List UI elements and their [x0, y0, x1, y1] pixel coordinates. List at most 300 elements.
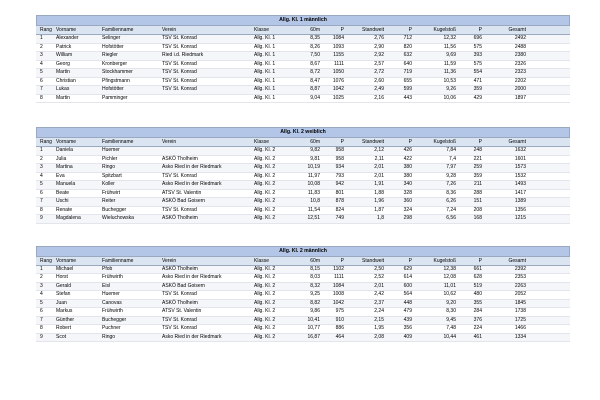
column-header: Standweit: [362, 27, 384, 33]
table-cell: Renate: [56, 206, 73, 213]
table-cell: 958: [335, 155, 344, 162]
table-cell: Christian: [56, 77, 76, 84]
table-cell: Huemer: [102, 147, 120, 153]
table-cell: 8: [40, 325, 43, 331]
table-cell: Lukas: [56, 86, 70, 92]
table-cell: 1,87: [374, 206, 384, 213]
table-cell: 7: [40, 316, 43, 323]
table-cell: 1,95: [374, 325, 384, 331]
table-cell: 1725: [514, 316, 526, 323]
table-cell: 9: [40, 333, 43, 340]
table-cell: TSV St. Konrad: [162, 172, 197, 179]
table-cell: Kronberger: [102, 60, 128, 67]
table-cell: 6,26: [446, 198, 456, 204]
table-row: [36, 190, 570, 199]
table-row: [36, 61, 570, 70]
table-cell: 1632: [514, 147, 526, 153]
table-cell: 1897: [514, 94, 526, 101]
table-cell: 5: [40, 299, 43, 306]
table-cell: Eisl: [102, 282, 111, 289]
table-cell: 7,97: [446, 164, 456, 170]
table-cell: Allg. Kl. 1: [254, 94, 276, 101]
column-header: Familienname: [102, 139, 134, 145]
table-cell: 1042: [332, 86, 344, 92]
table-cell: Juan: [56, 299, 67, 306]
table-cell: 1: [40, 147, 43, 153]
table-cell: Allg. Kl. 2: [254, 147, 276, 153]
table-cell: 448: [403, 299, 412, 306]
table-cell: 471: [473, 77, 482, 84]
table-cell: ASKÖ Bad Goisern: [162, 198, 206, 204]
table-cell: 359: [473, 172, 482, 179]
table-cell: 2,15: [374, 316, 384, 323]
table-cell: Allg. Kl. 1: [254, 43, 276, 50]
table-cell: Buchegger: [102, 206, 127, 213]
table-cell: 1601: [514, 155, 526, 162]
table-cell: Canovas: [102, 299, 122, 306]
results-section: [36, 246, 570, 343]
table-cell: 461: [473, 333, 482, 340]
column-header: Kugelstoß: [433, 27, 456, 33]
column-header: Gesamt: [508, 257, 526, 264]
table-cell: Allg. Kl. 2: [254, 206, 276, 213]
table-cell: 1493: [514, 181, 526, 187]
table-cell: Ried i.d. Riedmark: [162, 52, 204, 58]
table-row: [36, 291, 570, 300]
table-cell: 2,16: [374, 94, 384, 101]
table-cell: 409: [403, 333, 412, 340]
table-cell: 2,12: [374, 147, 384, 153]
table-cell: 11,01: [443, 282, 456, 289]
table-cell: 575: [473, 43, 482, 50]
table-cell: Selinger: [102, 35, 121, 41]
table-cell: 1,8: [377, 215, 384, 221]
table-cell: Manuela: [56, 181, 76, 187]
table-cell: 975: [335, 308, 344, 314]
table-cell: 1111: [333, 60, 344, 67]
section-title: Allg. Kl. 2 männlich: [36, 246, 570, 257]
table-cell: Alexander: [56, 35, 79, 41]
table-cell: TSV St. Konrad: [162, 60, 197, 67]
table-cell: 2,90: [374, 43, 384, 50]
table-cell: 151: [473, 198, 482, 204]
column-header: P: [408, 27, 412, 33]
table-cell: 7: [40, 198, 43, 204]
table-cell: 1845: [514, 299, 526, 306]
table-cell: 1008: [332, 291, 344, 297]
table-cell: 9,26: [446, 86, 456, 92]
header-row: [36, 138, 570, 147]
table-cell: 6: [40, 308, 43, 314]
table-row: [36, 95, 570, 104]
table-cell: 356: [403, 325, 412, 331]
column-header: Familienname: [102, 257, 134, 264]
table-cell: TSV St. Konrad: [162, 77, 197, 84]
table-cell: 168: [473, 215, 482, 221]
column-header: P: [340, 27, 344, 33]
table-cell: 886: [335, 325, 344, 331]
table-cell: 8,72: [310, 69, 320, 75]
table-cell: 1,96: [374, 198, 384, 204]
table-cell: Allg. Kl. 2: [254, 198, 276, 204]
table-row: [36, 266, 570, 275]
table-cell: 2326: [514, 60, 526, 67]
table-cell: 2202: [514, 77, 526, 84]
table-cell: 259: [473, 164, 482, 170]
table-cell: Stockhammer: [102, 69, 133, 75]
table-cell: 2: [40, 274, 43, 280]
table-cell: TSV St. Konrad: [162, 35, 197, 41]
table-cell: 8,67: [310, 60, 320, 67]
column-header: Gesamt: [508, 27, 526, 33]
table-cell: 208: [473, 206, 482, 213]
table-cell: 2,57: [374, 60, 384, 67]
table-cell: 1093: [332, 43, 344, 50]
table-cell: 1334: [514, 333, 526, 340]
table-cell: 7,48: [446, 325, 456, 331]
column-header: 60m: [310, 139, 320, 145]
column-header: Verein: [162, 257, 177, 264]
column-header: Standweit: [362, 139, 384, 145]
table-row: [36, 198, 570, 207]
table-cell: 820: [403, 43, 412, 50]
table-cell: Allg. Kl. 2: [254, 291, 276, 297]
table-cell: 2052: [514, 291, 526, 297]
table-row: [36, 69, 570, 78]
table-cell: 2: [40, 155, 43, 162]
table-cell: 376: [473, 316, 482, 323]
table-cell: ASKÖ Tholheim: [162, 155, 198, 162]
table-cell: 8,15: [310, 265, 320, 272]
table-cell: 696: [473, 35, 482, 41]
column-header: P: [408, 257, 412, 264]
table-cell: 6: [40, 77, 43, 84]
header-row: [36, 257, 570, 266]
column-header: 60m: [310, 27, 320, 33]
column-header: Gesamt: [508, 139, 526, 145]
table-cell: 211: [474, 181, 482, 187]
table-cell: 8: [40, 94, 43, 101]
table-cell: Reiter: [102, 198, 116, 204]
table-row: [36, 207, 570, 216]
table-cell: 11,36: [443, 69, 456, 75]
table-cell: 9,81: [310, 155, 320, 162]
table-cell: Michael: [56, 265, 74, 272]
table-cell: Allg. Kl. 1: [254, 35, 276, 41]
results-section: [36, 127, 570, 224]
table-cell: 10,19: [307, 164, 320, 170]
table-cell: 629: [403, 265, 412, 272]
table-cell: 628: [473, 274, 482, 280]
table-cell: TSV St. Konrad: [162, 43, 197, 50]
table-cell: 719: [403, 69, 412, 75]
table-cell: 599: [403, 86, 412, 92]
table-cell: 749: [335, 215, 344, 221]
table-row: [36, 86, 570, 95]
table-row: [36, 317, 570, 326]
table-cell: 8,36: [446, 189, 456, 196]
table-cell: 464: [335, 333, 344, 340]
table-cell: 429: [473, 94, 482, 101]
table-cell: Asko Ried in der Riedmark: [162, 274, 222, 280]
table-row: [36, 52, 570, 61]
table-cell: 2: [40, 43, 43, 50]
table-cell: 11,56: [443, 43, 456, 50]
table-cell: 2,01: [374, 172, 384, 179]
table-row: [36, 283, 570, 292]
table-cell: Günther: [56, 316, 75, 323]
table-cell: Allg. Kl. 1: [254, 60, 276, 67]
table-cell: Pichler: [102, 155, 118, 162]
table-cell: Asko Ried in der Riedmark: [162, 164, 222, 170]
table-cell: Allg. Kl. 1: [254, 52, 276, 58]
table-cell: 284: [473, 308, 482, 314]
table-cell: Allg. Kl. 2: [254, 155, 276, 162]
table-cell: 1084: [332, 282, 344, 289]
column-header: Verein: [162, 27, 177, 33]
table-cell: 8,03: [310, 274, 320, 280]
column-header: Klasse: [254, 27, 270, 33]
table-cell: 393: [473, 52, 482, 58]
table-cell: 934: [335, 164, 344, 170]
table-cell: 480: [473, 291, 482, 297]
table-cell: 9,28: [446, 172, 456, 179]
table-cell: 11,83: [307, 189, 320, 196]
table-cell: 8,32: [310, 282, 320, 289]
table-cell: TSV St. Konrad: [162, 69, 197, 75]
table-body: [36, 147, 570, 224]
table-cell: 7: [40, 86, 43, 92]
table-cell: 5: [40, 181, 43, 187]
table-cell: 9,04: [310, 94, 320, 101]
table-cell: 9,82: [310, 147, 320, 153]
table-cell: 359: [473, 86, 482, 92]
table-cell: 7,50: [310, 52, 320, 58]
table-cell: 2,72: [374, 69, 384, 75]
table-cell: 9,20: [446, 299, 456, 306]
table-cell: 1084: [332, 35, 344, 41]
table-cell: Allg. Kl. 2: [254, 164, 276, 170]
header-row: [36, 26, 570, 35]
table-cell: 324: [403, 206, 412, 213]
table-cell: 10,53: [443, 77, 456, 84]
table-cell: 9,69: [446, 52, 456, 58]
table-cell: 1466: [514, 325, 526, 331]
table-cell: Allg. Kl. 2: [254, 215, 276, 221]
table-cell: 4: [40, 60, 43, 67]
table-cell: 564: [403, 291, 412, 297]
table-cell: Martina: [56, 164, 73, 170]
table-cell: 7,24: [446, 206, 456, 213]
table-cell: Allg. Kl. 2: [254, 181, 276, 187]
section-spacer: [36, 103, 570, 127]
table-cell: 11,54: [307, 206, 320, 213]
table-cell: 8,47: [310, 77, 320, 84]
table-cell: 2,60: [374, 77, 384, 84]
table-cell: Eva: [56, 172, 65, 179]
table-cell: 600: [403, 282, 412, 289]
table-cell: Allg. Kl. 2: [254, 333, 276, 340]
table-cell: Ringo: [102, 164, 116, 170]
table-cell: 1102: [333, 265, 344, 272]
section-title: Allg. Kl. 1 männlich: [36, 15, 570, 26]
table-cell: Allg. Kl. 2: [254, 282, 276, 289]
table-cell: 12,51: [307, 215, 320, 221]
table-row: [36, 181, 570, 190]
table-cell: Beate: [56, 189, 70, 196]
table-cell: Daniela: [56, 147, 73, 153]
table-cell: 298: [403, 215, 412, 221]
column-header: P: [340, 139, 344, 145]
section-title: Allg. Kl. 2 weiblich: [36, 127, 570, 138]
table-cell: Huemer: [102, 291, 120, 297]
table-cell: TSV St. Konrad: [162, 206, 197, 213]
table-cell: 8,82: [310, 299, 320, 306]
table-cell: 942: [335, 181, 344, 187]
column-header: Rang: [40, 257, 52, 264]
table-row: [36, 300, 570, 309]
table-row: [36, 334, 570, 343]
table-cell: 12,08: [443, 274, 456, 280]
table-row: [36, 274, 570, 283]
table-row: [36, 156, 570, 165]
table-cell: 910: [335, 316, 344, 323]
column-header: P: [478, 257, 482, 264]
table-cell: 2323: [514, 69, 526, 75]
table-cell: 958: [335, 147, 344, 153]
table-cell: Riegler: [102, 52, 118, 58]
table-body: [36, 35, 570, 103]
table-cell: ATSV St. Valentin: [162, 189, 202, 196]
table-cell: 2000: [514, 86, 526, 92]
table-cell: Frühwirt: [102, 189, 121, 196]
table-cell: 288: [473, 189, 482, 196]
table-cell: Hofstötter: [102, 43, 124, 50]
table-cell: 1389: [514, 198, 526, 204]
table-cell: 1: [40, 35, 43, 41]
column-header: Rang: [40, 139, 52, 145]
table-cell: 10,06: [443, 94, 456, 101]
table-cell: 221: [473, 155, 482, 162]
table-cell: Asko Ried in der Riedmark: [162, 333, 222, 340]
table-cell: 2,42: [374, 291, 384, 297]
table-cell: 1356: [514, 206, 526, 213]
table-cell: Spitzbart: [102, 172, 122, 179]
table-row: [36, 215, 570, 224]
table-cell: Pfob: [102, 265, 113, 272]
column-header: Vorname: [56, 257, 77, 264]
table-cell: William: [56, 52, 73, 58]
table-cell: 801: [335, 189, 344, 196]
column-header: 60m: [310, 257, 320, 264]
table-cell: 2,37: [374, 299, 384, 306]
table-cell: 380: [403, 172, 412, 179]
column-header: Verein: [162, 139, 177, 145]
table-cell: Allg. Kl. 2: [254, 308, 276, 314]
column-header: Vorname: [56, 27, 77, 33]
table-cell: Frühwirth: [102, 274, 123, 280]
table-cell: Georg: [56, 60, 70, 67]
results-sheet: [36, 15, 570, 342]
table-row: [36, 164, 570, 173]
table-cell: 426: [403, 147, 412, 153]
table-cell: Koller: [102, 181, 115, 187]
table-cell: ASKÖ Tholheim: [162, 265, 198, 272]
table-cell: Robert: [56, 325, 72, 331]
table-cell: 9,45: [446, 316, 456, 323]
table-cell: Martin: [56, 69, 70, 75]
column-header: Standweit: [362, 257, 384, 264]
table-cell: 224: [473, 325, 482, 331]
table-cell: 10,77: [307, 325, 320, 331]
table-cell: 793: [335, 172, 344, 179]
table-cell: ASKÖ Tholheim: [162, 299, 198, 306]
table-cell: 2,50: [374, 265, 384, 272]
table-cell: 2263: [514, 282, 526, 289]
table-cell: 1,88: [374, 189, 384, 196]
table-cell: Allg. Kl. 2: [254, 299, 276, 306]
table-cell: 10,62: [443, 291, 456, 297]
table-row: [36, 325, 570, 334]
table-cell: 8,26: [310, 43, 320, 50]
table-cell: Pamminger: [102, 94, 128, 101]
table-cell: 2392: [514, 265, 526, 272]
table-cell: Wieluchowska: [102, 215, 134, 221]
table-body: [36, 266, 570, 343]
table-cell: Horst: [56, 274, 68, 280]
table-row: [36, 173, 570, 182]
table-cell: Gerald: [56, 282, 72, 289]
table-cell: 2,24: [374, 308, 384, 314]
table-cell: 2,92: [374, 52, 384, 58]
table-cell: 4: [40, 172, 43, 179]
table-cell: Pfingstmann: [102, 77, 130, 84]
table-cell: Patrick: [56, 43, 72, 50]
table-cell: 3: [40, 282, 43, 289]
table-cell: 7,84: [446, 147, 456, 153]
table-row: [36, 35, 570, 44]
table-cell: 1573: [514, 164, 526, 170]
table-cell: 16,87: [307, 333, 320, 340]
table-cell: Allg. Kl. 1: [254, 86, 276, 92]
table-cell: 9,25: [310, 291, 320, 297]
table-cell: 2,01: [374, 282, 384, 289]
table-cell: 2,76: [374, 35, 384, 41]
table-cell: 1532: [514, 172, 526, 179]
table-cell: Frühwirth: [102, 308, 123, 314]
table-cell: 1417: [514, 189, 526, 196]
table-cell: TSV St. Konrad: [162, 325, 197, 331]
column-header: Vorname: [56, 139, 77, 145]
table-cell: 10,08: [307, 181, 320, 187]
table-cell: 6: [40, 189, 43, 196]
table-cell: Allg. Kl. 2: [254, 172, 276, 179]
column-header: P: [478, 27, 482, 33]
column-header: Rang: [40, 27, 52, 33]
table-cell: Allg. Kl. 2: [254, 274, 276, 280]
table-cell: 655: [403, 77, 412, 84]
table-cell: 9,86: [310, 308, 320, 314]
table-cell: Allg. Kl. 1: [254, 77, 276, 84]
table-cell: 632: [403, 52, 412, 58]
table-cell: 1050: [332, 69, 344, 75]
table-cell: 11,59: [443, 60, 456, 67]
results-section: [36, 15, 570, 103]
table-cell: 380: [403, 164, 412, 170]
table-cell: Allg. Kl. 2: [254, 316, 276, 323]
table-cell: 8: [40, 206, 43, 213]
table-cell: 355: [473, 299, 482, 306]
